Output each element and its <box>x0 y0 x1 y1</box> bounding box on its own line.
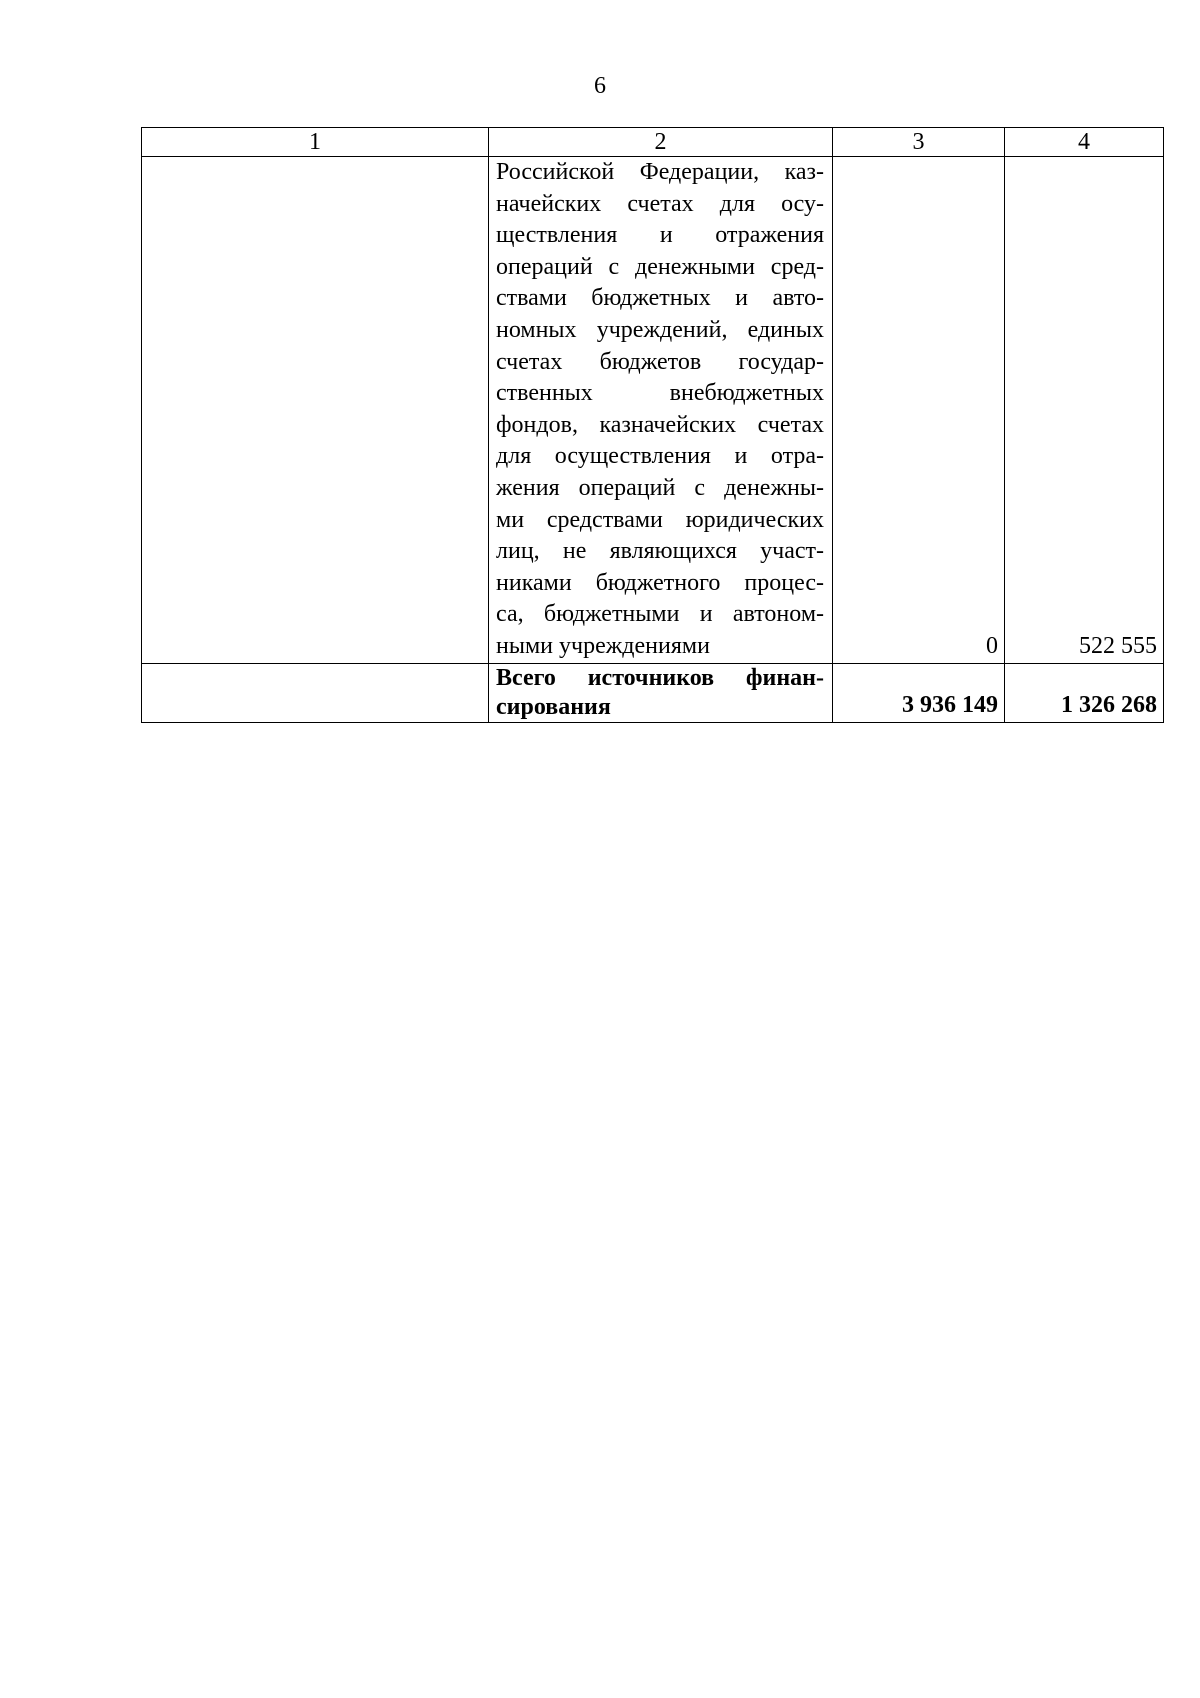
row-code-cell <box>142 157 489 664</box>
row-description-cell <box>489 157 833 664</box>
column-header-4: 4 <box>1005 128 1164 157</box>
total-value-col4: 1 326 268 <box>1005 663 1164 722</box>
total-code-cell <box>142 663 489 722</box>
total-row <box>142 663 1164 722</box>
description-line: ными учреждениями <box>496 632 710 659</box>
description-line: номных учреждений, единых <box>496 316 824 343</box>
total-description-cell <box>489 663 833 722</box>
total-value-col3: 3 936 149 <box>833 663 1005 722</box>
description-line: жения операций с денежны- <box>496 474 824 501</box>
description-line: начейских счетах для осу- <box>496 190 824 217</box>
description-line: лиц, не являющихся участ- <box>496 538 824 565</box>
column-header-2: 2 <box>489 128 833 157</box>
column-header-3: 3 <box>833 128 1005 157</box>
column-header-1: 1 <box>142 128 489 157</box>
total-description-line: Всего источников финан- <box>496 664 824 691</box>
description-line: са, бюджетными и автоном- <box>496 601 824 628</box>
description-line: никами бюджетного процес- <box>496 569 824 596</box>
row-value-col4: 522 555 <box>1005 157 1164 664</box>
description-line: ми средствами юридических <box>496 506 824 533</box>
description-line: для осуществления и отра- <box>496 443 824 470</box>
description-line: ществления и отражения <box>496 222 824 249</box>
description-line: Российской Федерации, каз- <box>496 159 824 185</box>
table-row <box>142 157 1164 664</box>
description-line: ственных внебюджетных <box>496 380 824 407</box>
description-line: фондов, казначейских счетах <box>496 411 824 438</box>
page-number: 6 <box>594 73 606 99</box>
description-line: операций с денежными сред- <box>496 253 824 280</box>
financing-sources-table <box>141 127 1164 723</box>
row-value-col3: 0 <box>833 157 1005 664</box>
description-line: счетах бюджетов государ- <box>496 348 824 375</box>
description-line: ствами бюджетных и авто- <box>496 285 824 312</box>
total-description-line: сирования <box>496 693 611 720</box>
table-header-row <box>142 128 1164 157</box>
